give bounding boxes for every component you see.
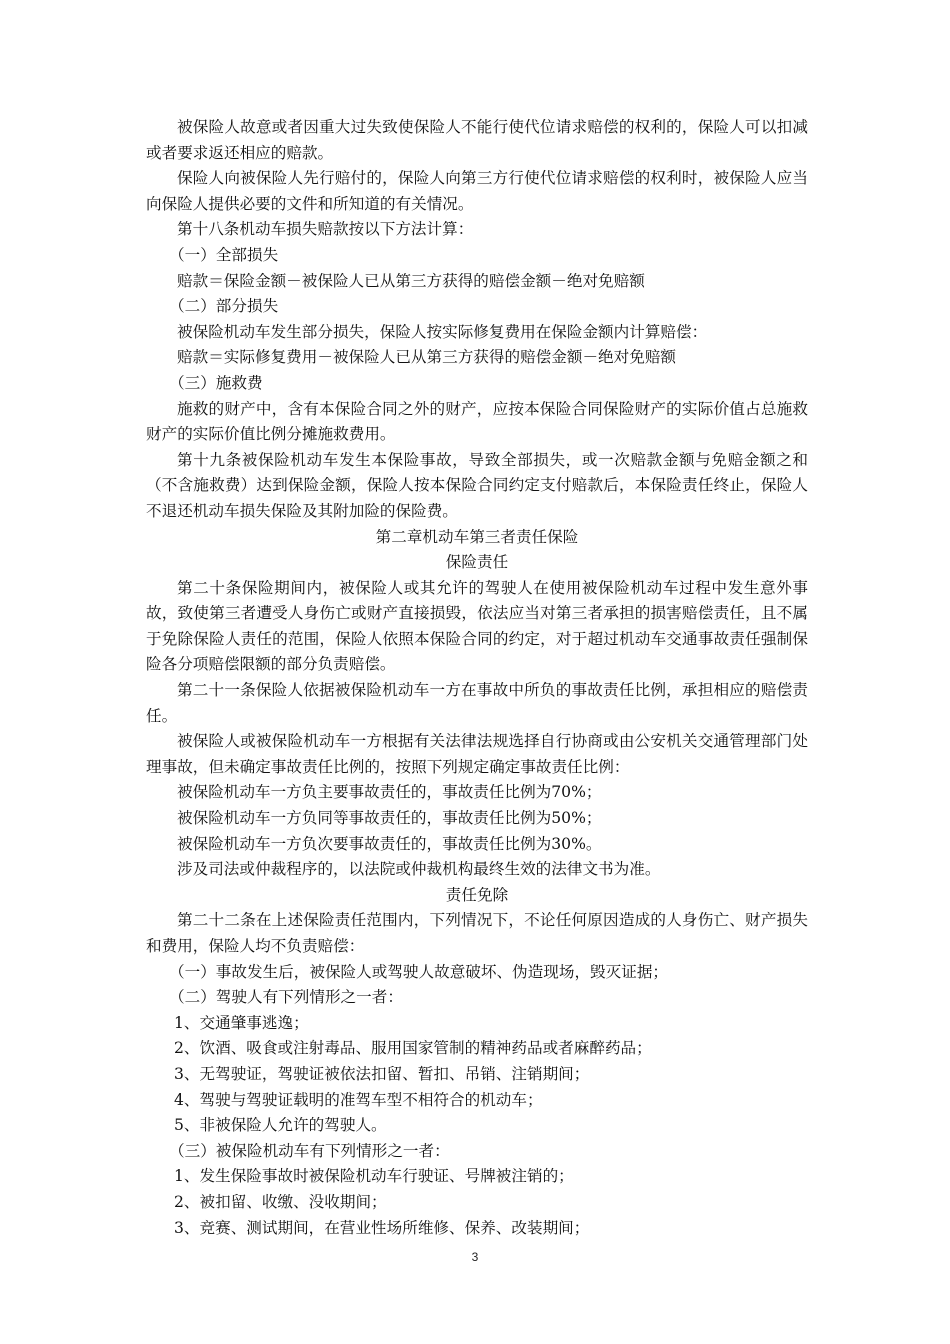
list-item: 3、竞赛、测试期间，在营业性场所维修、保养、改装期间； [174, 1218, 590, 1237]
item-partial-loss: （二）部分损失 [169, 297, 279, 316]
section-heading-liability: 保险责任 [445, 553, 509, 572]
ratio-equal: 被保险机动车一方负同等事故责任的，事故责任比例为50%； [177, 809, 602, 828]
article-19: 第十九条被保险机动车发生本保险事故，导致全部损失，或一次赔款金额与免赔金额之和（不含施救费）达到保险金额，保险人按本保险合同约定支付赔款后，本保险责任终止，保险人不退还机动车损失保险及其附加险的保险费。 [146, 450, 808, 520]
paragraph-partial-loss: 被保险机动车发生部分损失，保险人按实际修复费用在保险金额内计算赔偿： [177, 322, 708, 341]
article-18-heading: 第十八条机动车损失赔款按以下方法计算： [177, 220, 474, 239]
page-number: 3 [471, 1250, 479, 1264]
list-item: 4、驾驶与驾驶证载明的准驾车型不相符合的机动车； [174, 1090, 543, 1109]
paragraph-responsibility-ratio: 被保险人或被保险机动车一方根据有关法律法规选择自行协商或由公安机关交通管理部门处理事故，但未确定事故责任比例的，按照下列规定确定事故责任比例： [146, 732, 808, 776]
paragraph-rescue-cost: 施救的财产中，含有本保险合同之外的财产，应按本保险合同保险财产的实际价值占总施救财产的实际价值比例分摊施救费用。 [146, 399, 808, 444]
list-item: 1、交通肇事逃逸； [174, 1013, 309, 1032]
paragraph-judicial: 涉及司法或仲裁程序的，以法院或仲裁机构最终生效的法律文书为准。 [177, 860, 661, 879]
exclusion-item-3: （三）被保险机动车有下列情形之一者： [169, 1141, 450, 1160]
paragraph-advance-payment: 保险人向被保险人先行赔付的，保险人向第三方行使代位请求赔偿的权利时，被保险人应当向保险人提供必要的文件和所知道的有关情况。 [146, 169, 808, 213]
article-20: 第二十条保险期间内，被保险人或其允许的驾驶人在使用被保险机动车过程中发生意外事故，致使第三者遭受人身伤亡或财产直接损毁，依法应当对第三者承担的损害赔偿责任，且不属于免除保险人责任的范围，保险人依照本保险合同的约定，对于超过机动车交通事故责任强制保险各分项赔偿限额的部分负责赔偿。 [146, 578, 808, 674]
section-heading-exclusions: 责任免除 [445, 885, 509, 904]
list-item: 3、无驾驶证，驾驶证被依法扣留、暂扣、吊销、注销期间； [174, 1064, 590, 1083]
item-rescue-cost: （三）施救费 [169, 373, 263, 392]
exclusion-item-1: （一）事故发生后，被保险人或驾驶人故意破坏、伪造现场，毁灭证据； [169, 962, 669, 981]
exclusion-item-2: （二）驾驶人有下列情形之一者： [169, 988, 403, 1007]
formula-partial-loss: 赔款＝实际修复费用－被保险人已从第三方获得的赔偿金额－绝对免赔额 [177, 348, 677, 367]
ratio-minor: 被保险机动车一方负次要事故责任的，事故责任比例为30%。 [177, 834, 602, 853]
item-total-loss: （一）全部损失 [169, 245, 279, 264]
article-21: 第二十一条保险人依据被保险机动车一方在事故中所负的事故责任比例，承担相应的赔偿责任。 [146, 681, 808, 725]
list-item: 2、被扣留、收缴、没收期间； [174, 1192, 387, 1211]
article-22: 第二十二条在上述保险责任范围内，下列情况下，不论任何原因造成的人身伤亡、财产损失和费用，保险人均不负责赔偿： [146, 911, 808, 955]
document-body [146, 115, 808, 1241]
list-item: 1、发生保险事故时被保险机动车行驶证、号牌被注销的； [174, 1167, 574, 1186]
ratio-main: 被保险机动车一方负主要事故责任的，事故责任比例为70%； [177, 783, 602, 802]
formula-total-loss: 赔款＝保险金额－被保险人已从第三方获得的赔偿金额－绝对免赔额 [177, 271, 645, 290]
list-item: 2、饮酒、吸食或注射毒品、服用国家管制的精神药品或者麻醉药品； [174, 1039, 652, 1058]
paragraph-subrogation-reduction: 被保险人故意或者因重大过失致使保险人不能行使代位请求赔偿的权利的，保险人可以扣减或者要求返还相应的赔款。 [146, 118, 808, 162]
list-item: 5、非被保险人允许的驾驶人。 [174, 1116, 387, 1135]
chapter-title: 第二章机动车第三者责任保险 [375, 527, 579, 546]
